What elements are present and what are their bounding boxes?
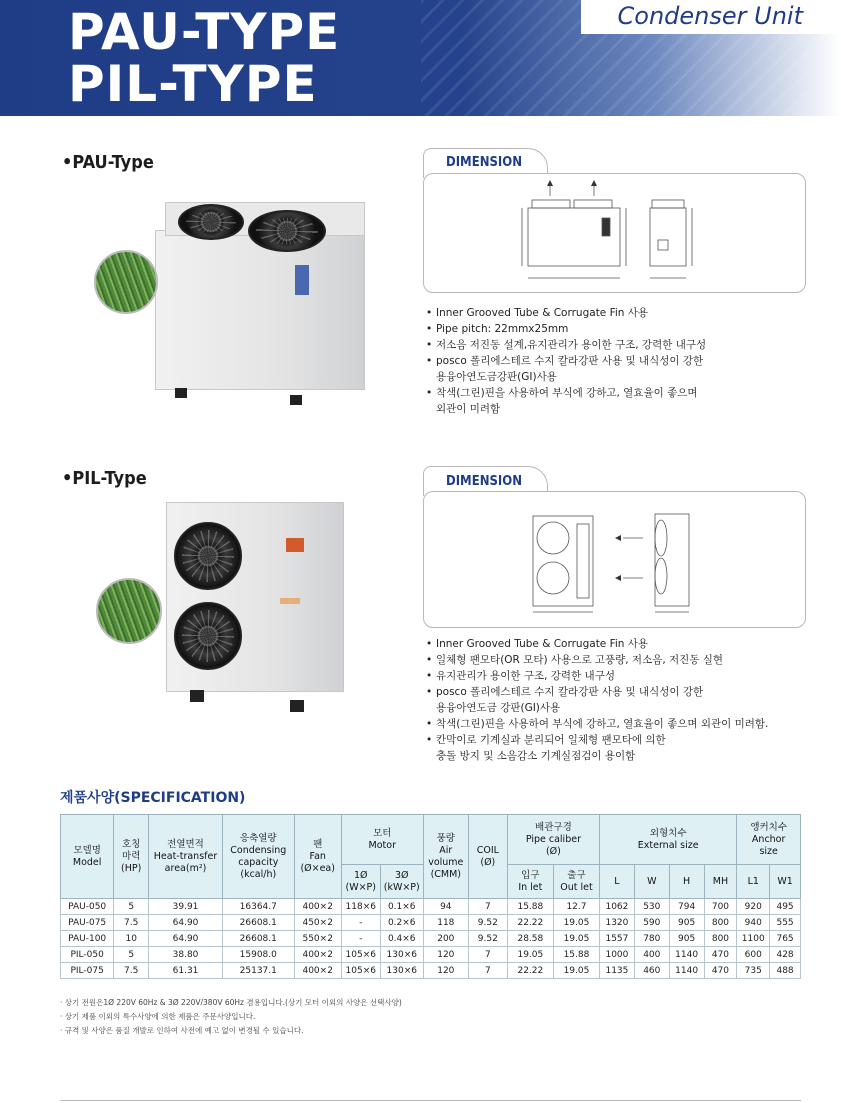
table-cell: 118×6 — [341, 899, 380, 915]
pau-fan-right-icon — [248, 210, 326, 252]
table-cell: 130×6 — [380, 963, 423, 979]
table-row — [61, 931, 801, 947]
table-cell: PAU-050 — [61, 899, 114, 915]
table-cell: 920 — [737, 899, 770, 915]
subtitle-box — [581, 0, 841, 34]
table-cell: 64.90 — [149, 931, 223, 947]
list-item: • posco 폴리에스테르 수지 칼라강판 사용 및 내식성이 강한 — [426, 353, 706, 369]
table-cell: 550×2 — [294, 931, 341, 947]
table-cell: 530 — [634, 899, 669, 915]
pil-product-photo — [90, 500, 390, 720]
pau-fan-left-icon — [178, 204, 244, 240]
list-item: • 착색(그린)핀을 사용하여 부식에 강하고, 열효율이 좋으며 — [426, 385, 706, 401]
table-cell: 7.5 — [114, 963, 149, 979]
list-item: • 착색(그린)핀을 사용하여 부식에 강하고, 열효율이 좋으며 외관이 미려함. — [426, 716, 768, 732]
title-line-1: PAU-TYPE — [68, 3, 341, 61]
table-cell: 1320 — [600, 915, 635, 931]
table-cell: - — [341, 915, 380, 931]
table-cell: 400×2 — [294, 899, 341, 915]
footer-divider — [60, 1100, 801, 1101]
pau-foot — [175, 388, 187, 398]
table-cell: 780 — [634, 931, 669, 947]
table-cell: 12.7 — [553, 899, 599, 915]
table-cell: 905 — [669, 915, 704, 931]
col-anchor-w1: W1 — [770, 865, 801, 899]
table-cell: 700 — [704, 899, 737, 915]
table-cell: 1140 — [669, 963, 704, 979]
table-cell: 7 — [468, 947, 507, 963]
table-cell: 16364.7 — [222, 899, 294, 915]
table-cell: 120 — [423, 947, 468, 963]
title-line-2: PIL-TYPE — [68, 55, 318, 113]
table-header-row — [61, 815, 801, 865]
table-row — [61, 947, 801, 963]
pau-section-title: •PAU-Type — [62, 152, 154, 173]
table-cell: 1135 — [600, 963, 635, 979]
list-item: • 칸막이로 기계실과 분리되어 일체형 팬모타에 의한 — [426, 732, 768, 748]
table-cell: 7 — [468, 899, 507, 915]
spec-table-body — [61, 899, 801, 979]
list-item-continuation: 용융아연도금 강판(GI)사용 — [436, 702, 561, 714]
table-cell: 15.88 — [507, 899, 553, 915]
col-area: 전열면적 Heat-transfer area(m²) — [149, 815, 223, 899]
pil-dimension-label: DIMENSION — [446, 474, 522, 489]
table-cell: 450×2 — [294, 915, 341, 931]
table-cell: 200 — [423, 931, 468, 947]
pil-warning-label — [286, 538, 304, 552]
table-cell: 0.4×6 — [380, 931, 423, 947]
table-cell: 470 — [704, 947, 737, 963]
spec-table — [60, 814, 801, 979]
table-cell: 19.05 — [553, 931, 599, 947]
table-cell: 7.5 — [114, 915, 149, 931]
table-cell: 800 — [704, 915, 737, 931]
col-motor-3phase: 3Ø (kW×P) — [380, 865, 423, 899]
table-cell: 7 — [468, 963, 507, 979]
list-item: • posco 폴리에스테르 수지 칼라강판 사용 및 내식성이 강한 — [426, 684, 768, 700]
table-cell: 5 — [114, 947, 149, 963]
table-cell: 19.05 — [553, 963, 599, 979]
table-cell: 765 — [770, 931, 801, 947]
col-coil: COIL (Ø) — [468, 815, 507, 899]
table-cell: 120 — [423, 963, 468, 979]
table-cell: 26608.1 — [222, 931, 294, 947]
table-row — [61, 915, 801, 931]
pau-dimension-drawing — [510, 178, 710, 286]
table-cell: 1100 — [737, 931, 770, 947]
pil-dimension-drawing — [525, 500, 695, 622]
list-item: • 유지관리가 용이한 구조, 강력한 내구성 — [426, 668, 768, 684]
col-air: 풍량 Air volume (CMM) — [423, 815, 468, 899]
coil-detail-icon — [94, 250, 158, 314]
pau-dimension-label: DIMENSION — [446, 155, 522, 170]
table-cell: 64.90 — [149, 915, 223, 931]
pil-foot — [290, 700, 304, 712]
table-cell: 735 — [737, 963, 770, 979]
pau-label-plate — [295, 265, 309, 295]
table-cell: 460 — [634, 963, 669, 979]
table-cell: 130×6 — [380, 947, 423, 963]
table-cell: 38.80 — [149, 947, 223, 963]
list-item: • 저소음 저진동 설계,유지관리가 용이한 구조, 강력한 내구성 — [426, 337, 706, 353]
table-cell: 590 — [634, 915, 669, 931]
pil-feature-list — [426, 636, 768, 764]
col-ext-h: H — [669, 865, 704, 899]
table-cell: PIL-075 — [61, 963, 114, 979]
pil-handle — [280, 598, 300, 604]
table-cell: 105×6 — [341, 947, 380, 963]
table-row — [61, 899, 801, 915]
col-ext-w: W — [634, 865, 669, 899]
table-cell: 15.88 — [553, 947, 599, 963]
table-cell: 555 — [770, 915, 801, 931]
pau-feature-list — [426, 305, 706, 417]
col-pipe-inlet: 입구 In let — [507, 865, 553, 899]
table-cell: 400 — [634, 947, 669, 963]
coil-detail-icon — [96, 578, 162, 644]
table-cell: 25137.1 — [222, 963, 294, 979]
table-cell: 61.31 — [149, 963, 223, 979]
header-banner — [0, 0, 841, 116]
pil-section-title: •PIL-Type — [62, 468, 147, 489]
table-cell: PAU-100 — [61, 931, 114, 947]
table-cell: 800 — [704, 931, 737, 947]
spec-notes — [60, 996, 402, 1038]
table-cell: 28.58 — [507, 931, 553, 947]
col-anchor: 앵커치수 Anchor size — [737, 815, 801, 865]
table-cell: 118 — [423, 915, 468, 931]
table-cell: 905 — [669, 931, 704, 947]
table-cell: 1557 — [600, 931, 635, 947]
list-item: • 일체형 팬모타(OR 모타) 사용으로 고풍량, 저소음, 저진동 실현 — [426, 652, 768, 668]
col-ext-mh: MH — [704, 865, 737, 899]
table-cell: 940 — [737, 915, 770, 931]
table-cell: 470 — [704, 963, 737, 979]
col-model: 모델명 Model — [61, 815, 114, 899]
note-line: · 규격 및 사양은 품질 개발로 인하여 사전에 예고 없이 변경될 수 있습니다. — [60, 1026, 304, 1035]
pil-foot — [190, 690, 204, 702]
table-cell: 0.1×6 — [380, 899, 423, 915]
table-row — [61, 963, 801, 979]
table-cell: - — [341, 931, 380, 947]
table-cell: 1000 — [600, 947, 635, 963]
table-cell: 39.91 — [149, 899, 223, 915]
table-cell: 105×6 — [341, 963, 380, 979]
table-cell: 1062 — [600, 899, 635, 915]
table-cell: 9.52 — [468, 931, 507, 947]
pau-foot — [290, 395, 302, 405]
pau-unit-body — [155, 230, 365, 390]
table-cell: 0.2×6 — [380, 915, 423, 931]
table-cell: 488 — [770, 963, 801, 979]
col-hp: 호칭 마력 (HP) — [114, 815, 149, 899]
table-cell: 495 — [770, 899, 801, 915]
table-cell: 400×2 — [294, 963, 341, 979]
note-line: · 상기 제품 이외의 특수사양에 의한 제품은 주문사양입니다. — [60, 1012, 256, 1021]
pil-fan-bottom-icon — [174, 602, 242, 670]
list-item: • Pipe pitch: 22mmx25mm — [426, 321, 706, 337]
table-cell: 600 — [737, 947, 770, 963]
table-cell: 26608.1 — [222, 915, 294, 931]
col-pipe-outlet: 출구 Out let — [553, 865, 599, 899]
col-motor-1phase: 1Ø (W×P) — [341, 865, 380, 899]
list-item: • Inner Grooved Tube & Corrugate Fin 사용 — [426, 305, 706, 321]
table-cell: 10 — [114, 931, 149, 947]
list-item-continuation: 충돌 방지 및 소음감소 기계실점검이 용이함 — [436, 750, 636, 762]
table-cell: 428 — [770, 947, 801, 963]
list-item-continuation: 용융아연도금강판(GI)사용 — [436, 371, 557, 383]
col-fan: 팬 Fan (Ø×ea) — [294, 815, 341, 899]
table-cell: PIL-050 — [61, 947, 114, 963]
col-pipe: 배관구경 Pipe caliber (Ø) — [507, 815, 599, 865]
col-motor: 모터 Motor — [341, 815, 423, 865]
table-cell: 794 — [669, 899, 704, 915]
table-cell: 9.52 — [468, 915, 507, 931]
col-capacity: 응축열량 Condensing capacity (kcal/h) — [222, 815, 294, 899]
list-item-continuation: 외관이 미려함 — [436, 403, 501, 415]
list-item: • Inner Grooved Tube & Corrugate Fin 사용 — [426, 636, 768, 652]
col-anchor-l1: L1 — [737, 865, 770, 899]
table-cell: 15908.0 — [222, 947, 294, 963]
table-cell: 5 — [114, 899, 149, 915]
pil-fan-top-icon — [174, 522, 242, 590]
table-cell: PAU-075 — [61, 915, 114, 931]
col-external: 외형치수 External size — [600, 815, 737, 865]
table-cell: 22.22 — [507, 915, 553, 931]
pau-product-photo — [90, 190, 390, 410]
table-cell: 1140 — [669, 947, 704, 963]
table-cell: 400×2 — [294, 947, 341, 963]
col-ext-l: L — [600, 865, 635, 899]
subtitle: Condenser Unit — [617, 2, 803, 30]
spec-title: 제품사양(SPECIFICATION) — [60, 790, 246, 806]
note-line: · 상기 전원은1Ø 220V 60Hz & 3Ø 220V/380V 60Hz 겸용입니다.(상기 모터 이외의 사양은 선택사양) — [60, 998, 402, 1007]
table-cell: 19.05 — [553, 915, 599, 931]
table-cell: 19.05 — [507, 947, 553, 963]
table-cell: 22.22 — [507, 963, 553, 979]
table-cell: 94 — [423, 899, 468, 915]
